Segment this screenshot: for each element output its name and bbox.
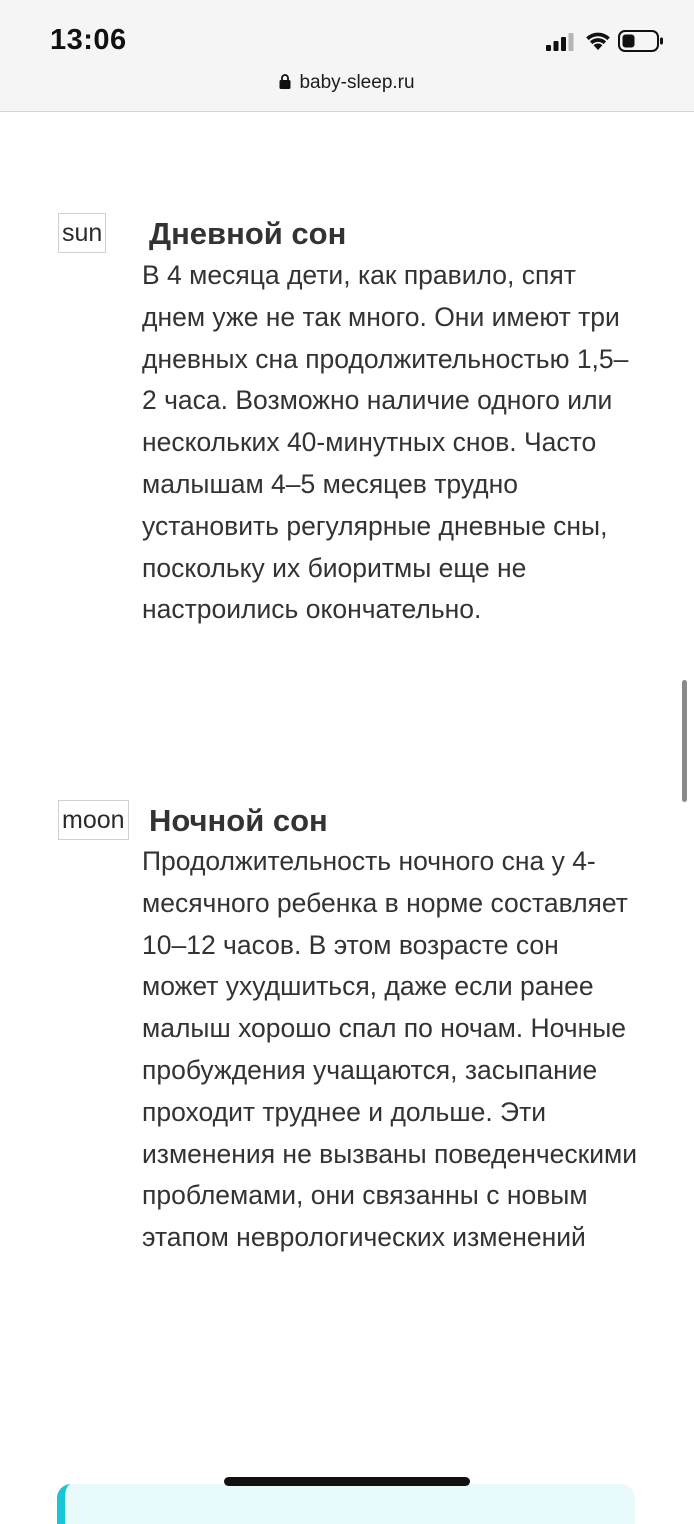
home-indicator[interactable] (224, 1477, 470, 1486)
status-time: 13:06 (50, 24, 127, 56)
day-sleep-text: В 4 месяца дети, как правило, спят днем уже не так много. Они имеют три дневных сна продолжительностью 1,5–2 часа. Возможно наличие одного или нескольких 40-минутных снов. Часто малышам 4–5 месяцев трудно установить регулярные дневные сны, поскольку их биоритмы еще не настроились окончательно. (142, 260, 629, 625)
cellular-signal-icon (546, 33, 576, 51)
moon-icon: moon (58, 800, 129, 840)
url-text: baby-sleep.ru (299, 72, 415, 93)
address-bar[interactable] (0, 72, 694, 102)
status-bar (0, 0, 694, 112)
info-card (57, 1484, 635, 1524)
lock-icon (279, 74, 291, 89)
battery-icon (618, 30, 664, 52)
sun-icon: sun (58, 213, 106, 253)
wifi-icon (584, 29, 612, 51)
night-sleep-text: Продолжительность ночного сна у 4-месячного ребенка в норме составляет 10–12 часов. В этом возрасте сон может ухудшиться, даже если ранее малыш хорошо спал по ночам. Ночные пробуждения учащаются, засыпание проходит труднее и дольше. Эти изменения не вызваны поведенческими проблемами, они связанны с новым этапом неврологических изменений (142, 846, 638, 1253)
night-sleep-title: Ночной сон (149, 803, 328, 838)
day-sleep-title: Дневной сон (149, 216, 347, 251)
page-scrollbar[interactable] (682, 680, 687, 802)
